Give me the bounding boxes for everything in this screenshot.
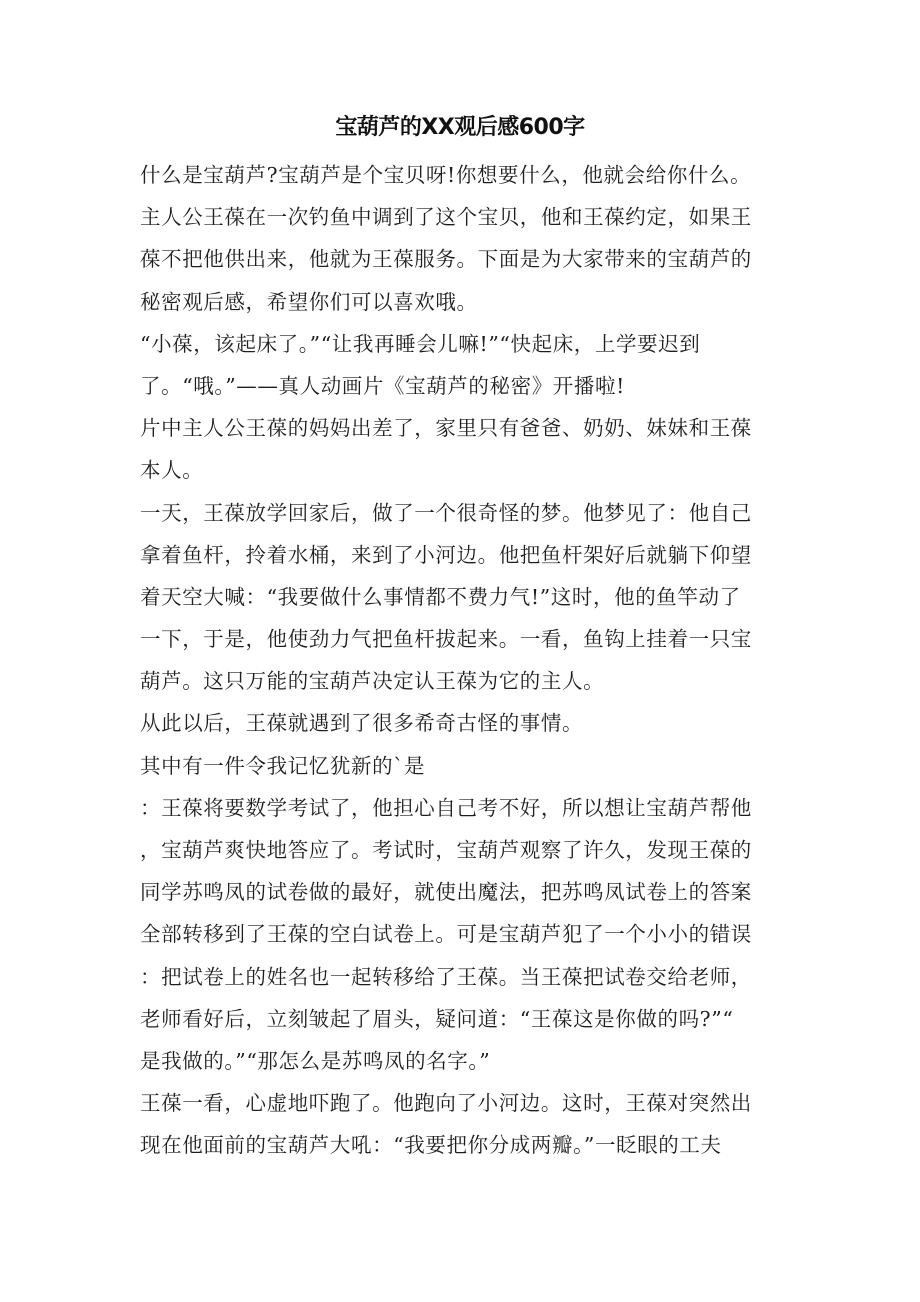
text-line: “小葆，该起床了。”“让我再睡会儿嘛!”“快起床，上学要迟到	[140, 331, 701, 356]
text-line: 一下，于是，他使劲力气把鱼杆拔起来。一看，鱼钩上挂着一只宝	[140, 627, 752, 652]
text-line: 着天空大喊：“我要做什么事情都不费力气!”这时，他的鱼竿动了	[140, 584, 741, 609]
text-line: ：王葆将要数学考试了，他担心自己考不好，所以想让宝葫芦帮他	[140, 795, 752, 820]
text-line: 什么是宝葫芦?宝葫芦是个宝贝呀!你想要什么，他就会给你什么。	[140, 163, 752, 187]
text-line: 老师看好后，立刻皱起了眉头，疑问道：“王葆这是你做的吗?”“	[140, 1006, 734, 1031]
text-line: ：把试卷上的姓名也一起转移给了王葆。当王葆把试卷交给老师，	[140, 964, 752, 989]
text-line: 是我做的。”“那怎么是苏鸣凤的名字。”	[140, 1048, 491, 1073]
text-line: 片中主人公王葆的妈妈出差了，家里只有爸爸、奶奶、妹妹和王葆	[140, 416, 752, 441]
text-line: 秘密观后感，希望你们可以喜欢哦。	[140, 289, 478, 314]
text-line: 一天，王葆放学回家后，做了一个很奇怪的梦。他梦见了：他自己	[140, 500, 752, 525]
text-line: ，宝葫芦爽快地答应了。考试时，宝葫芦观察了许久，发现王葆的	[140, 838, 752, 862]
text-line: 葆不把他供出来，他就为王葆服务。下面是为大家带来的宝葫芦的	[140, 247, 752, 272]
text-line: 同学苏鸣凤的试卷做的最好，就使出魔法，把苏鸣凤试卷上的答案	[140, 880, 752, 905]
text-line: 从此以后，王葆就遇到了很多希奇古怪的事情。	[140, 711, 584, 736]
text-line: 现在他面前的宝葫芦大吼：“我要把你分成两瓣。”一眨眼的工夫	[140, 1133, 722, 1158]
text-line: 其中有一件令我记忆犹新的`是	[140, 753, 426, 778]
text-line: 拿着鱼杆，拎着水桶，来到了小河边。他把鱼杆架好后就躺下仰望	[140, 542, 752, 567]
text-line: 了。“哦。”——真人动画片《宝葫芦的秘密》开播啦!	[140, 373, 625, 398]
text-line: 王葆一看，心虚地吓跑了。他跑向了小河边。这时，王葆对突然出	[140, 1091, 752, 1116]
text-line: 本人。	[140, 458, 204, 483]
document-body	[140, 154, 780, 1167]
text-line: 主人公王葆在一次钓鱼中调到了这个宝贝，他和王葆约定，如果王	[140, 205, 752, 230]
document-title: 宝葫芦的XX观后感600字	[335, 115, 585, 140]
text-line: 全部转移到了王葆的空白试卷上。可是宝葫芦犯了一个小小的错误	[140, 922, 752, 947]
text-line: 葫芦。这只万能的宝葫芦决定认王葆为它的主人。	[140, 669, 605, 694]
